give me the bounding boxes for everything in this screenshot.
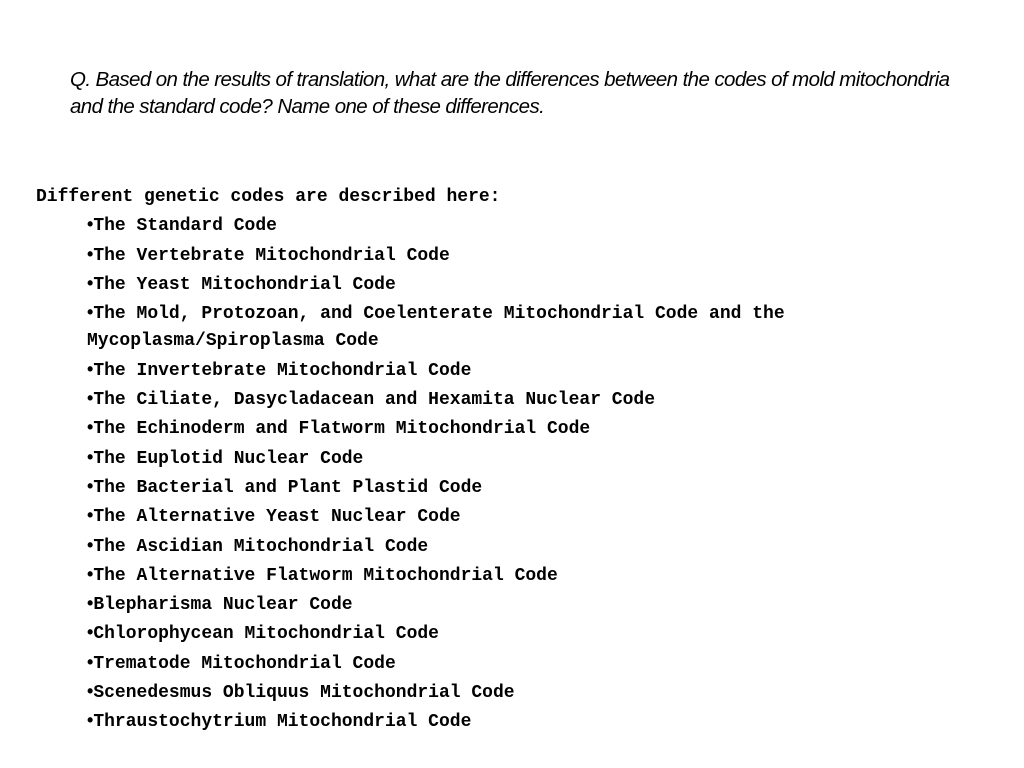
bullet: • bbox=[87, 417, 94, 438]
bullet: • bbox=[87, 214, 94, 235]
code-item bbox=[74, 561, 996, 590]
code-item-label: Trematode Mitochondrial Code bbox=[93, 653, 396, 674]
bullet: • bbox=[87, 681, 94, 702]
code-item bbox=[74, 473, 996, 502]
bullet: • bbox=[87, 272, 94, 293]
codes-list bbox=[36, 211, 996, 736]
code-item bbox=[74, 356, 996, 385]
code-item-label: The Alternative Flatworm Mitochondrial Code bbox=[93, 565, 558, 586]
code-item-label: The Mold, Protozoan, and Coelenterate Mitochondrial Code and the Mycoplasma/Spiroplasma Code bbox=[87, 304, 785, 352]
code-item bbox=[74, 299, 996, 356]
code-item bbox=[74, 678, 996, 707]
code-item-label: The Echinoderm and Flatworm Mitochondrial Code bbox=[93, 419, 591, 440]
code-item bbox=[74, 241, 996, 270]
bullet: • bbox=[87, 563, 94, 584]
code-item bbox=[74, 707, 996, 736]
code-item-label: The Ascidian Mitochondrial Code bbox=[93, 536, 429, 557]
bullet: • bbox=[87, 475, 94, 496]
code-item-label: The Standard Code bbox=[93, 216, 277, 237]
genetic-codes-section bbox=[36, 184, 996, 737]
code-item-label: Chlorophycean Mitochondrial Code bbox=[93, 624, 439, 645]
bullet: • bbox=[87, 243, 94, 264]
bullet: • bbox=[87, 302, 94, 323]
code-item bbox=[74, 649, 996, 678]
bullet: • bbox=[87, 710, 94, 731]
bullet: • bbox=[87, 651, 94, 672]
bullet: • bbox=[87, 388, 94, 409]
code-item-label: The Bacterial and Plant Plastid Code bbox=[93, 477, 483, 498]
code-item bbox=[74, 414, 996, 443]
code-item-label: The Vertebrate Mitochondrial Code bbox=[93, 245, 450, 266]
question-text: Q. Based on the results of translation, what are the differences between the codes of mold mitochondria and the standard code? Name one of these differences. bbox=[70, 68, 950, 118]
code-item-label: Thraustochytrium Mitochondrial Code bbox=[93, 712, 472, 733]
bullet: • bbox=[87, 534, 94, 555]
bullet: • bbox=[87, 358, 94, 379]
bullet: • bbox=[87, 505, 94, 526]
code-item bbox=[74, 444, 996, 473]
code-item bbox=[74, 502, 996, 531]
codes-intro: Different genetic codes are described here: bbox=[36, 187, 501, 207]
code-item bbox=[74, 532, 996, 561]
code-item-label: The Ciliate, Dasycladacean and Hexamita Nuclear Code bbox=[93, 390, 656, 411]
bullet: • bbox=[87, 622, 94, 643]
code-item-label: Scenedesmus Obliquus Mitochondrial Code bbox=[93, 683, 515, 704]
bullet: • bbox=[87, 593, 94, 614]
code-item-label: The Invertebrate Mitochondrial Code bbox=[93, 360, 472, 381]
code-item bbox=[74, 619, 996, 648]
code-item bbox=[74, 590, 996, 619]
code-item bbox=[74, 385, 996, 414]
code-item-label: Blepharisma Nuclear Code bbox=[93, 595, 353, 616]
code-item bbox=[74, 211, 996, 240]
code-item-label: The Euplotid Nuclear Code bbox=[93, 448, 364, 469]
code-item-label: The Alternative Yeast Nuclear Code bbox=[93, 507, 461, 528]
code-item bbox=[74, 270, 996, 299]
code-item-label: The Yeast Mitochondrial Code bbox=[93, 274, 396, 295]
bullet: • bbox=[87, 446, 94, 467]
